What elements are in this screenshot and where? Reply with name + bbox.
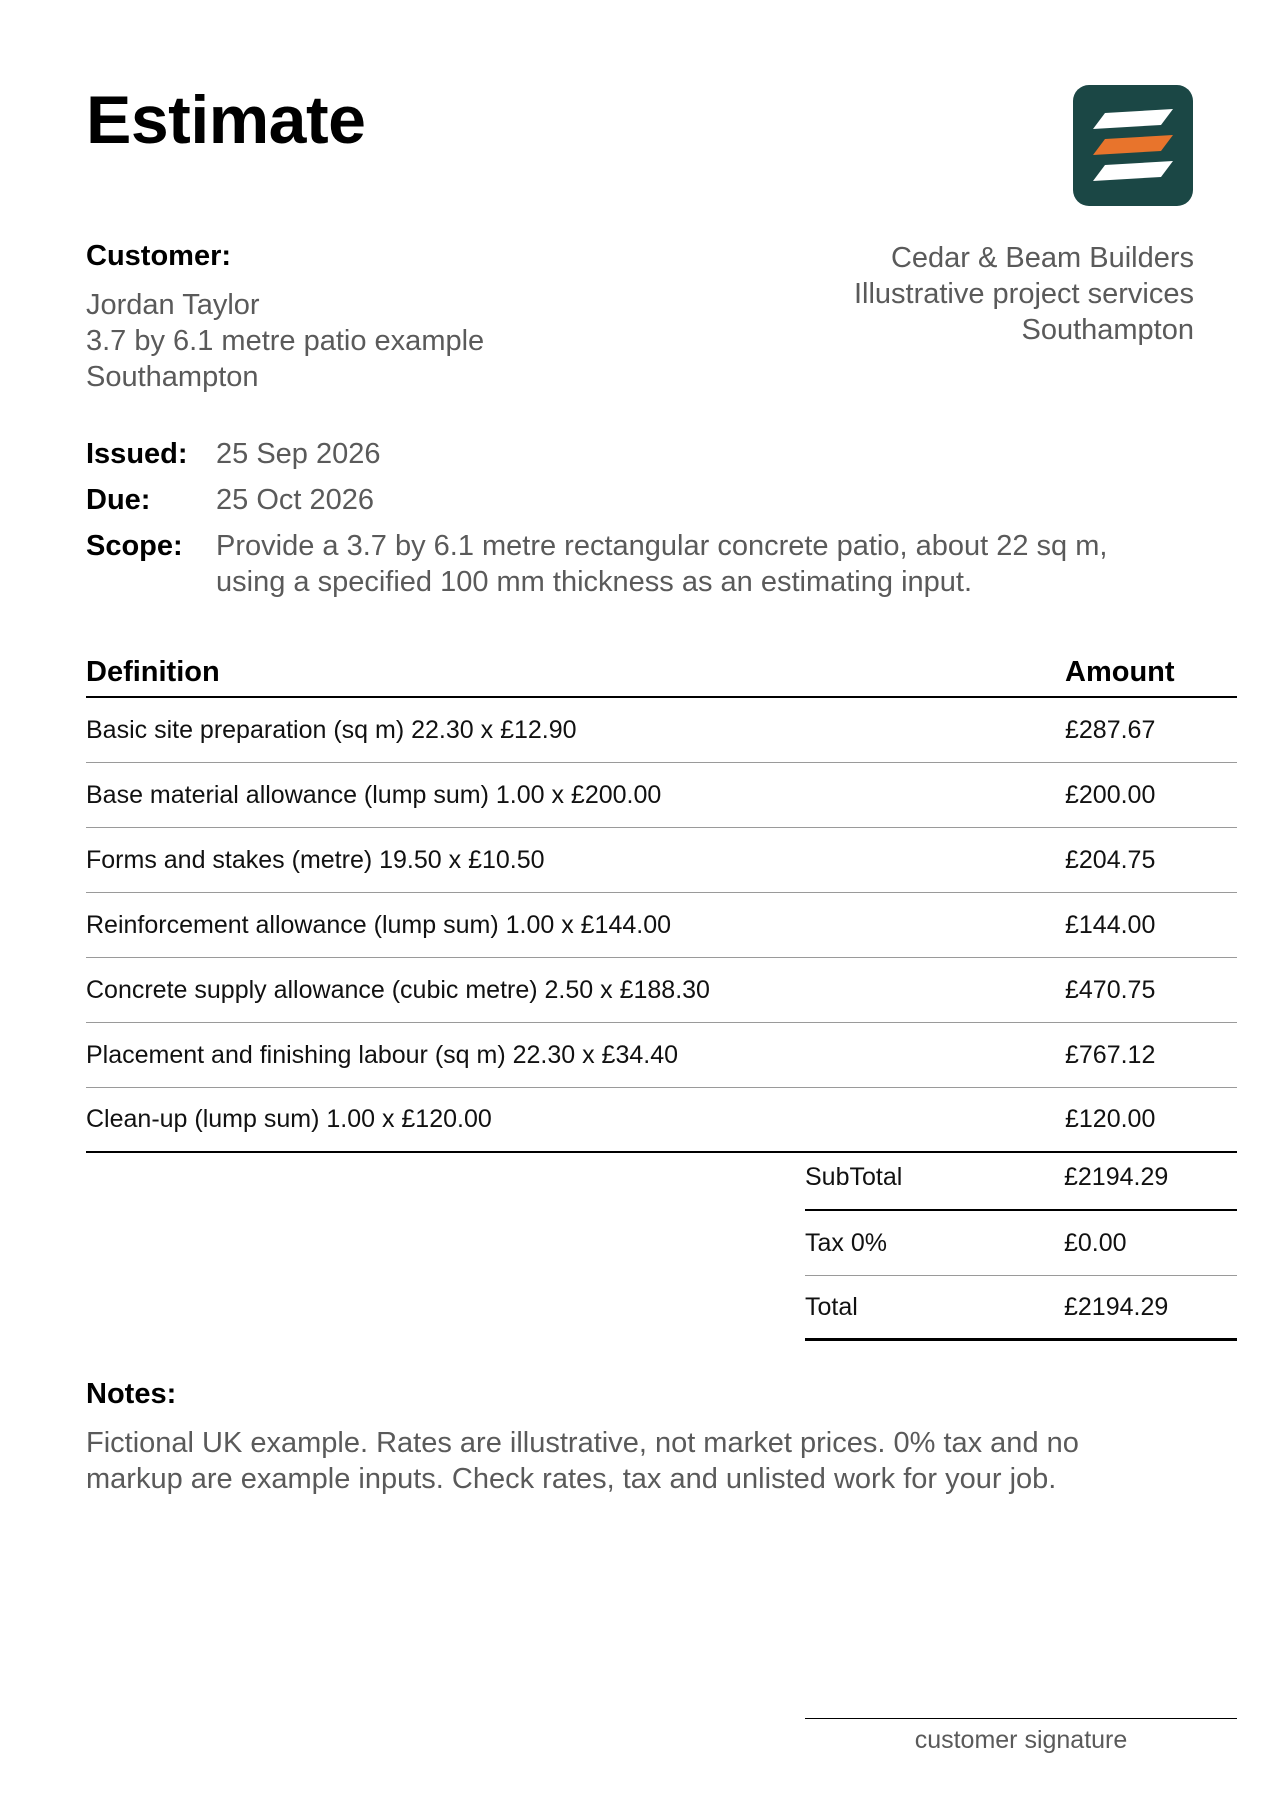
total-value: £2194.29 bbox=[1064, 1292, 1169, 1321]
total-label: Total bbox=[805, 1292, 858, 1321]
signature-line bbox=[805, 1718, 1237, 1719]
due-value: 25 Oct 2026 bbox=[216, 484, 374, 516]
notes-line: Fictional UK example. Rates are illustrative, not market prices. 0% tax and no bbox=[86, 1427, 1079, 1459]
definition-header: Definition bbox=[86, 656, 220, 688]
scope-row bbox=[86, 528, 1206, 600]
line-items-table bbox=[86, 655, 1237, 1153]
subtotal-value: £2194.29 bbox=[1064, 1163, 1169, 1191]
table-row bbox=[86, 893, 1237, 958]
due-label: Due: bbox=[86, 484, 151, 516]
tax-label: Tax 0% bbox=[805, 1228, 887, 1257]
item-definition: Forms and stakes (metre) 19.50 x £10.50 bbox=[86, 845, 545, 874]
item-definition: Placement and finishing labour (sq m) 22.30 x £34.40 bbox=[86, 1040, 679, 1069]
tax-value: £0.00 bbox=[1064, 1228, 1127, 1257]
tax-row bbox=[805, 1211, 1237, 1276]
item-definition: Basic site preparation (sq m) 22.30 x £12.90 bbox=[86, 715, 577, 744]
item-definition: Base material allowance (lump sum) 1.00 x £200.00 bbox=[86, 780, 662, 809]
item-amount: £200.00 bbox=[1065, 780, 1156, 809]
item-amount: £767.12 bbox=[1065, 1040, 1156, 1069]
signature-label: customer signature bbox=[914, 1726, 1128, 1754]
issued-label: Issued: bbox=[86, 438, 188, 470]
stacked-layers-icon bbox=[1073, 85, 1193, 206]
table-row bbox=[86, 1088, 1237, 1153]
company-logo bbox=[1073, 85, 1193, 206]
issued-row bbox=[86, 436, 1206, 472]
customer-block bbox=[86, 240, 484, 395]
due-row bbox=[86, 482, 1206, 518]
table-row bbox=[86, 698, 1237, 763]
table-row bbox=[86, 763, 1237, 828]
company-name: Cedar & Beam Builders bbox=[890, 242, 1194, 274]
company-tagline: Illustrative project services bbox=[853, 278, 1194, 310]
scope-label: Scope: bbox=[86, 530, 183, 562]
item-amount: £144.00 bbox=[1065, 910, 1156, 939]
item-amount: £204.75 bbox=[1065, 845, 1156, 874]
item-amount: £470.75 bbox=[1065, 975, 1156, 1004]
notes-block bbox=[86, 1378, 1206, 1497]
company-location: Southampton bbox=[1021, 314, 1194, 346]
item-definition: Reinforcement allowance (lump sum) 1.00 x £144.00 bbox=[86, 910, 672, 939]
amount-header: Amount bbox=[1065, 656, 1175, 688]
notes-label: Notes: bbox=[86, 1378, 177, 1410]
totals-block bbox=[805, 1146, 1237, 1341]
table-header bbox=[86, 655, 1237, 698]
table-row bbox=[86, 1023, 1237, 1088]
subtotal-row bbox=[805, 1146, 1237, 1211]
total-row bbox=[805, 1276, 1237, 1341]
subtotal-label: SubTotal bbox=[805, 1163, 903, 1191]
item-definition: Clean-up (lump sum) 1.00 x £120.00 bbox=[86, 1105, 492, 1133]
customer-label: Customer: bbox=[86, 240, 232, 272]
notes-line: markup are example inputs. Check rates, tax and unlisted work for your job. bbox=[86, 1463, 1057, 1495]
table-row bbox=[86, 828, 1237, 893]
scope-line: Provide a 3.7 by 6.1 metre rectangular concrete patio, about 22 sq m, bbox=[216, 530, 1108, 562]
item-definition: Concrete supply allowance (cubic metre) 2.50 x £188.30 bbox=[86, 975, 710, 1004]
estimate-meta bbox=[86, 436, 1206, 610]
company-block bbox=[854, 240, 1194, 348]
page-title: Estimate bbox=[86, 82, 366, 158]
item-amount: £120.00 bbox=[1065, 1105, 1156, 1133]
issued-value: 25 Sep 2026 bbox=[216, 438, 381, 470]
scope-line: using a specified 100 mm thickness as an estimating input. bbox=[216, 566, 973, 598]
customer-project: 3.7 by 6.1 metre patio example bbox=[86, 325, 485, 357]
customer-location: Southampton bbox=[86, 361, 259, 393]
table-row bbox=[86, 958, 1237, 1023]
customer-name: Jordan Taylor bbox=[86, 289, 260, 321]
scope-value bbox=[216, 528, 1107, 600]
item-amount: £287.67 bbox=[1065, 715, 1156, 744]
